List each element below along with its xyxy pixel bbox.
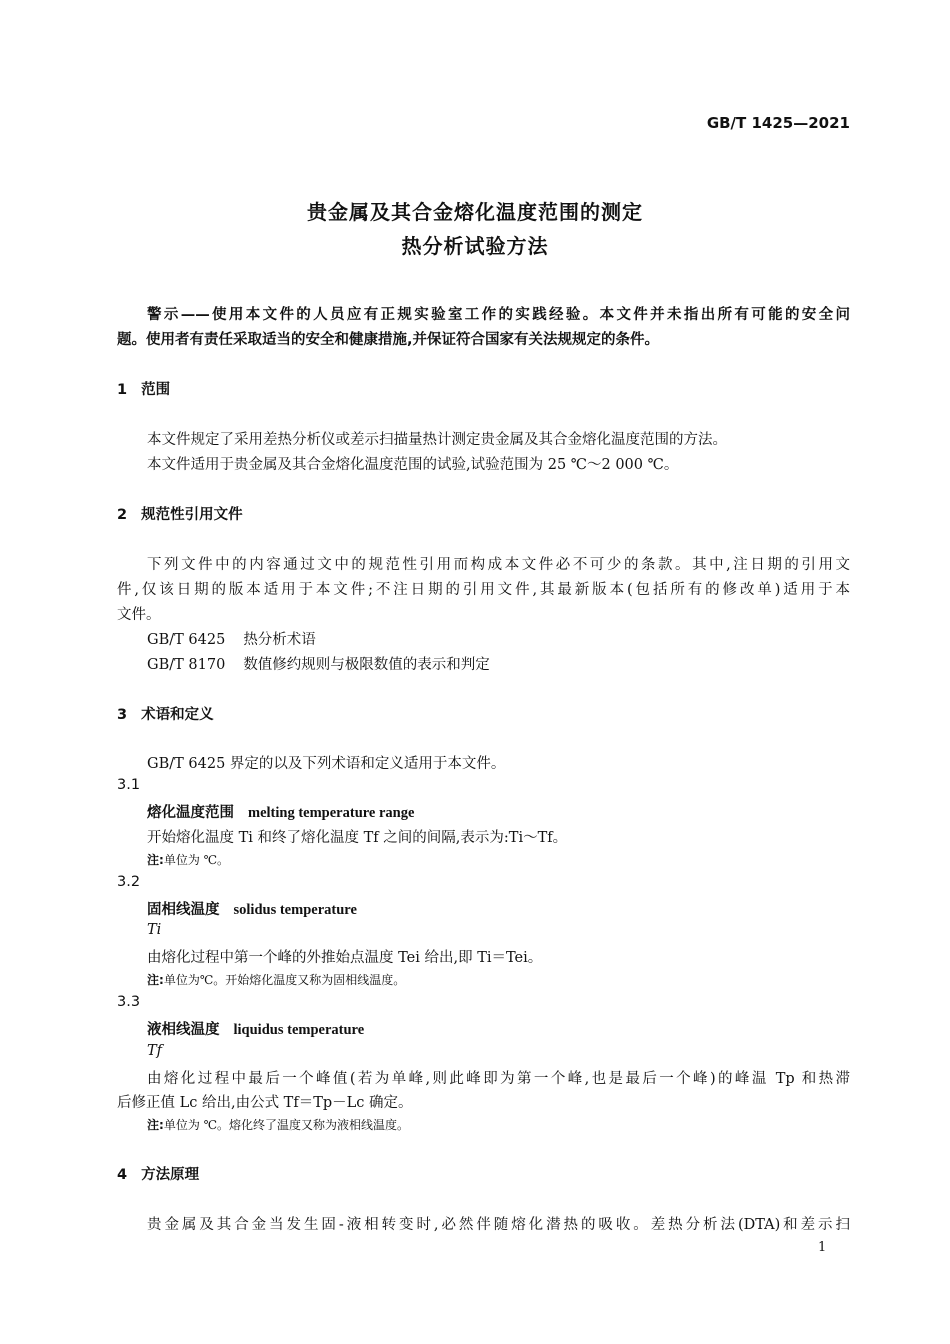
reference-code: GB/T 8170 [147, 657, 226, 673]
term-3-2-name [147, 898, 357, 919]
section-3-intro: GB/T 6425 界定的以及下列术语和定义适用于本文件。 [147, 756, 506, 772]
reference-name: 数值修约规则与极限数值的表示和判定 [243, 657, 490, 673]
term-3-2-en: solidus temperature [233, 902, 357, 918]
term-3-3-note [147, 1116, 409, 1133]
section-4-paragraph-line-1: 贵金属及其合金当发生固-液相转变时,必然伴随熔化潜热的吸收。差热分析法(DTA)和差示扫 [147, 1217, 850, 1233]
section-4-heading [117, 1163, 199, 1184]
term-3-2-note [147, 971, 405, 988]
term-3-3-definition-line-1: 由熔化过程中最后一个峰值(若为单峰,则此峰即为第一个峰,也是最后一个峰)的峰温 Tp 和热滞 [147, 1071, 850, 1087]
section-1-heading [117, 378, 170, 399]
section-3-title: 术语和定义 [141, 707, 214, 723]
page-number: 1 [818, 1240, 827, 1255]
section-2-title: 规范性引用文件 [141, 507, 243, 523]
note-label: 注: [147, 973, 164, 987]
section-2-paragraph-line-3: 文件。 [117, 607, 161, 623]
section-2-number: 2 [117, 507, 128, 523]
section-3-number: 3 [117, 707, 128, 723]
term-3-3-cn: 液相线温度 [147, 1022, 220, 1038]
term-3-3-en: liquidus temperature [233, 1022, 365, 1038]
term-3-3-number: 3.3 [117, 994, 141, 1010]
section-1-title: 范围 [141, 382, 171, 398]
term-3-1-definition: 开始熔化温度 Ti 和终了熔化温度 Tf 之间的间隔,表示为:Ti～Tf。 [147, 830, 568, 846]
term-3-2-symbol: Ti [147, 922, 162, 938]
term-3-1-number: 3.1 [117, 777, 141, 793]
section-1-paragraph-2: 本文件适用于贵金属及其合金熔化温度范围的试验,试验范围为 25 ℃～2 000 ℃。 [147, 457, 679, 473]
section-4-title: 方法原理 [141, 1167, 200, 1183]
warning-line-2: 题。使用者有责任采取适当的安全和健康措施,并保证符合国家有关法规规定的条件。 [117, 332, 660, 348]
reference-name: 热分析术语 [243, 632, 316, 648]
section-1-number: 1 [117, 382, 128, 398]
term-3-2-definition: 由熔化过程中第一个峰的外推始点温度 Tei 给出,即 Ti＝Tei。 [147, 950, 543, 966]
note-label: 注: [147, 1118, 164, 1132]
title-line-2: 热分析试验方法 [401, 234, 549, 258]
term-3-3-symbol: Tf [147, 1043, 163, 1059]
term-3-2-number: 3.2 [117, 874, 141, 890]
reference-code: GB/T 6425 [147, 632, 226, 648]
term-3-1-en: melting temperature range [248, 805, 415, 821]
note-text: 单位为℃。开始熔化温度又称为固相线温度。 [163, 973, 406, 987]
term-3-2-cn: 固相线温度 [147, 902, 220, 918]
term-3-3-name [147, 1018, 364, 1039]
term-3-1-cn: 熔化温度范围 [147, 805, 234, 821]
reference-item [147, 653, 490, 674]
section-1-paragraph-1: 本文件规定了采用差热分析仪或差示扫描量热计测定贵金属及其合金熔化温度范围的方法。 [147, 432, 727, 448]
section-4-number: 4 [117, 1167, 128, 1183]
warning-line-1: 警示——使用本文件的人员应有正规实验室工作的实践经验。本文件并未指出所有可能的安全问 [147, 307, 850, 323]
note-text: 单位为 ℃。熔化终了温度又称为液相线温度。 [163, 1118, 410, 1132]
reference-item [147, 628, 316, 649]
section-2-paragraph-line-1: 下列文件中的内容通过文中的规范性引用而构成本文件必不可少的条款。其中,注日期的引用文 [147, 557, 850, 573]
section-2-heading [117, 503, 243, 524]
section-3-heading [117, 703, 214, 724]
document-code: GB/T 1425—2021 [706, 114, 850, 132]
note-text: 单位为 ℃。 [163, 853, 230, 867]
section-2-paragraph-line-2: 件,仅该日期的版本适用于本文件;不注日期的引用文件,其最新版本(包括所有的修改单)适用于本 [117, 582, 850, 598]
term-3-3-definition-line-2: 后修正值 Lc 给出,由公式 Tf＝Tp－Lc 确定。 [117, 1095, 413, 1111]
title-line-1: 贵金属及其合金熔化温度范围的测定 [307, 200, 643, 224]
term-3-1-note [147, 851, 229, 868]
term-3-1-name [147, 801, 414, 822]
note-label: 注: [147, 853, 164, 867]
